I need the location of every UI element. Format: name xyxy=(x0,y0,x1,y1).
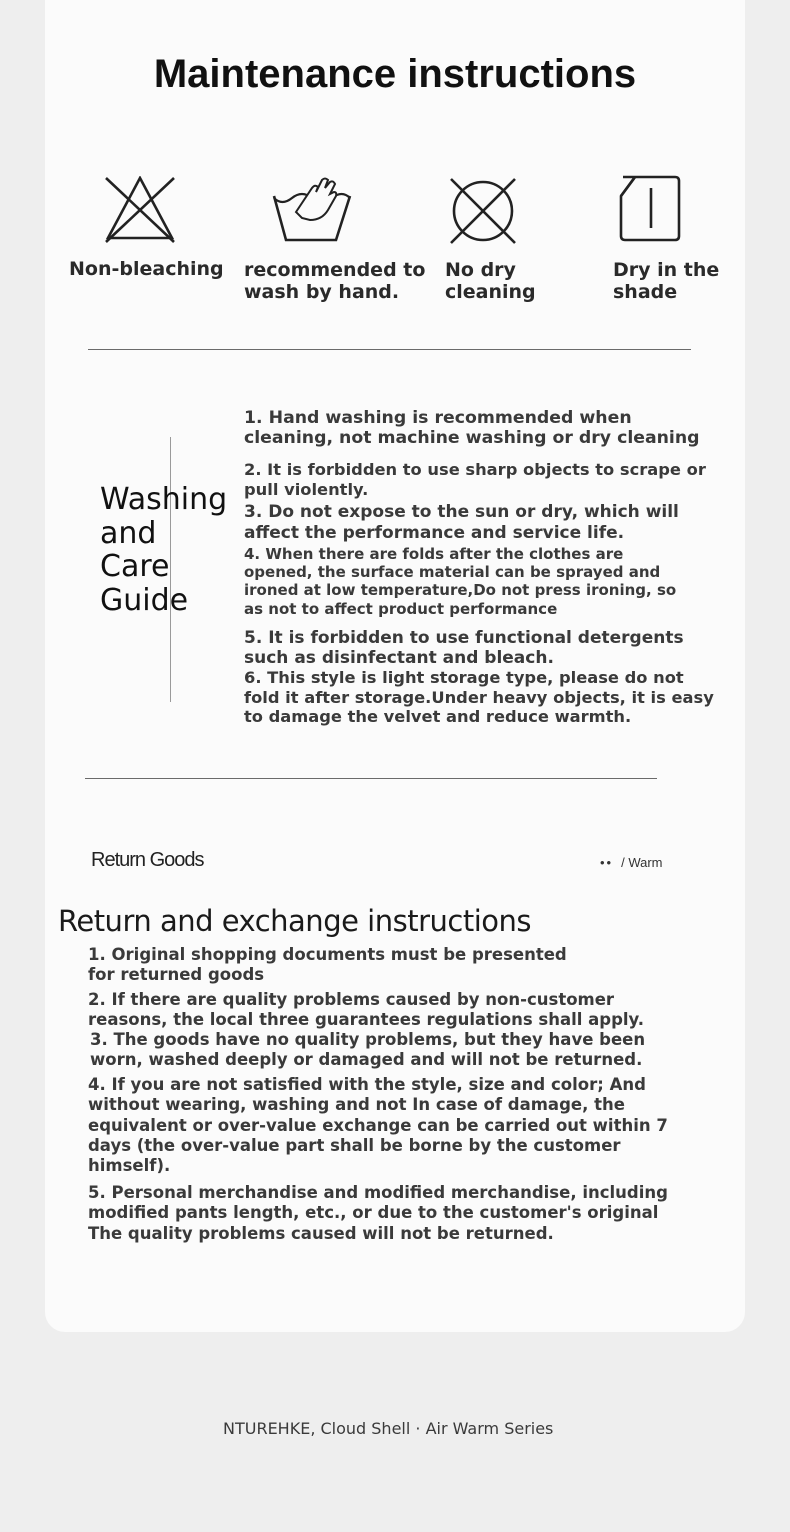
footer-text: NTUREHKE, Cloud Shell · Air Warm Series xyxy=(223,1419,554,1438)
return-item: 2. If there are quality problems caused by non-customer reasons, the local three guarantees regulations shall apply. xyxy=(88,990,645,1030)
warm-tag-text: / Warm xyxy=(621,855,663,870)
care-label-non-bleaching: Non-bleaching xyxy=(69,258,224,280)
washing-guide-item: 6. This style is light storage type, please do not fold it after storage.Under heavy objects, it is easy to damage the velvet and reduce warmth. xyxy=(244,668,714,726)
care-label-no-dry-cleaning: No dry cleaning xyxy=(445,259,536,303)
divider xyxy=(88,349,691,350)
washing-guide-item: 5. It is forbidden to use functional detergents such as disinfectant and bleach. xyxy=(244,628,684,668)
washing-guide-item: 3. Do not expose to the sun or dry, which will affect the performance and service life. xyxy=(244,502,679,543)
no-bleach-icon xyxy=(104,176,176,244)
warm-tag xyxy=(600,855,663,870)
return-item: 1. Original shopping documents must be presented for returned goods xyxy=(88,945,567,985)
washing-guide-item: 4. When there are folds after the clothes are opened, the surface material can be sprayed and ironed at low temperature,Do not press ironing, so as not to affect product performance xyxy=(244,545,677,618)
dry-in-shade-icon xyxy=(617,174,683,244)
washing-guide-item: 2. It is forbidden to use sharp objects to scrape or pull violently. xyxy=(244,460,706,499)
care-label-hand-wash: recommended to wash by hand. xyxy=(244,259,426,303)
page-title: Maintenance instructions xyxy=(153,52,637,96)
divider xyxy=(85,778,657,779)
washing-guide-title: Washing and Care Guide xyxy=(100,482,228,618)
return-goods-label: Return Goods xyxy=(91,849,204,871)
dots-icon: •• xyxy=(600,855,614,870)
return-title: Return and exchange instructions xyxy=(58,904,531,938)
return-item: 3. The goods have no quality problems, but they have been worn, washed deeply or damaged and will not be returned. xyxy=(90,1030,646,1070)
hand-wash-icon xyxy=(272,176,352,244)
return-item: 5. Personal merchandise and modified merchandise, including modified pants length, etc., or due to the customer's original The quality problems caused will not be returned. xyxy=(88,1183,668,1243)
washing-guide-item: 1. Hand washing is recommended when cleaning, not machine washing or dry cleaning xyxy=(244,408,700,448)
care-label-dry-in-shade: Dry in the shade xyxy=(613,259,720,303)
no-dry-clean-icon xyxy=(447,176,519,246)
return-item: 4. If you are not satisfied with the style, size and color; And without wearing, washing and not In case of damage, the equivalent or over-value exchange can be carried out within 7 days (the over-value part shall be borne by the customer himself). xyxy=(88,1075,668,1176)
